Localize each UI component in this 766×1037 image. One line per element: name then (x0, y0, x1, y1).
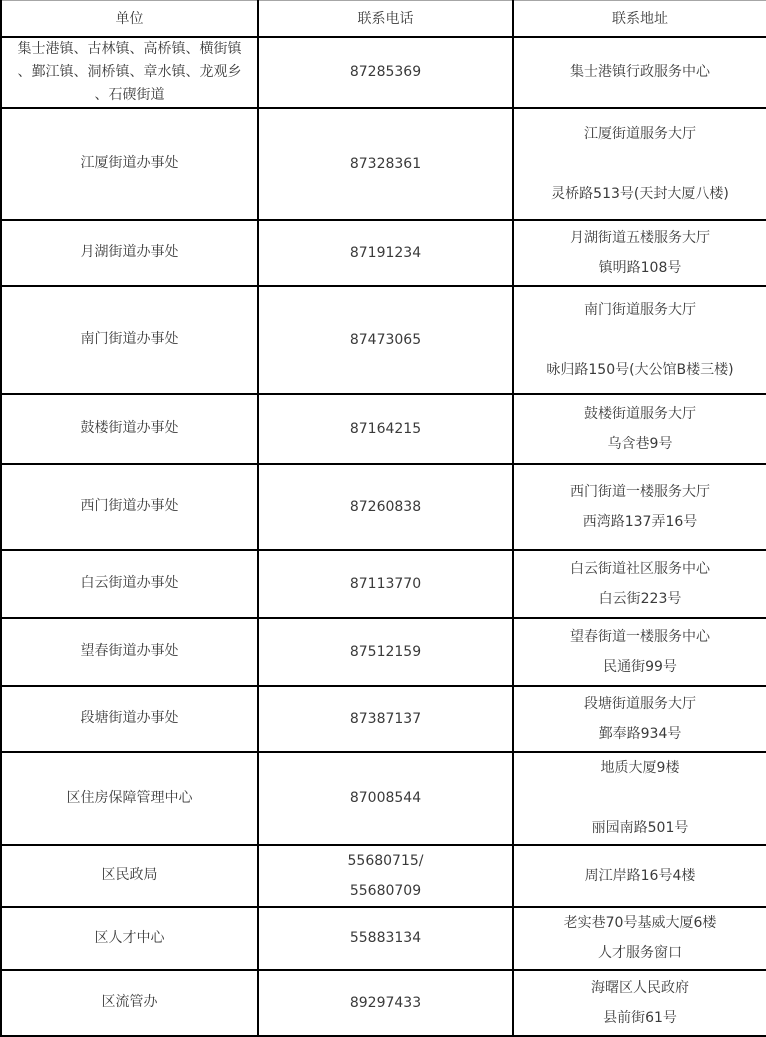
unit-text: 江厦街道办事处 (80, 155, 179, 171)
address-cell (513, 550, 766, 618)
table-row (1, 108, 766, 220)
phone-cell (258, 907, 513, 970)
unit-cell (1, 37, 258, 108)
address-cell (513, 970, 766, 1036)
address-text: 地质大厦9楼 丽园南路501号 (591, 760, 689, 836)
table-row (1, 618, 766, 686)
address-cell (513, 286, 766, 394)
table-row (1, 907, 766, 970)
unit-cell (1, 752, 258, 845)
phone-text: 87113770 (349, 575, 422, 592)
phone-text: 87285369 (349, 64, 422, 80)
unit-text: 白云街道办事处 (80, 575, 179, 591)
phone-text: 87328361 (349, 155, 422, 172)
address-cell (513, 394, 766, 464)
address-cell (513, 845, 766, 907)
unit-text: 段塘街道办事处 (80, 710, 179, 726)
unit-text: 区住房保障管理中心 (66, 789, 193, 806)
unit-text: 西门街道办事处 (80, 498, 179, 514)
table-row (1, 752, 766, 845)
phone-cell (258, 845, 513, 907)
unit-text: 南门街道办事处 (80, 331, 179, 347)
table-row (1, 464, 766, 550)
phone-cell (258, 394, 513, 464)
phone-text: 87512159 (349, 643, 422, 660)
address-text: 望春街道一楼服务中心 民通街99号 (570, 628, 710, 675)
unit-cell (1, 618, 258, 686)
column-header-address: 联系地址 (513, 1, 766, 37)
address-cell (513, 37, 766, 108)
header-row (1, 1, 766, 37)
phone-cell (258, 220, 513, 286)
address-text: 集士港镇行政服务中心 (570, 64, 710, 80)
phone-text: 87191234 (349, 244, 422, 261)
address-cell (513, 752, 766, 845)
unit-text: 望春街道办事处 (80, 643, 179, 659)
address-text: 南门街道服务大厅 咏归路150号(大公馆B楼三楼) (546, 301, 734, 378)
address-text: 江厦街道服务大厅 灵桥路513号(天封大厦八楼) (551, 125, 729, 202)
address-text: 鼓楼街道服务大厅 乌含巷9号 (584, 405, 696, 452)
unit-text: 区民政局 (101, 867, 158, 883)
unit-cell (1, 394, 258, 464)
phone-cell (258, 37, 513, 108)
unit-cell (1, 686, 258, 752)
unit-text: 集士港镇、古林镇、高桥镇、横街镇 、鄞江镇、洞桥镇、章水镇、龙观乡 、石碶街道 (17, 40, 242, 103)
phone-text: 89297433 (349, 994, 422, 1011)
phone-text: 87008544 (349, 790, 422, 806)
address-cell (513, 464, 766, 550)
address-text: 老实巷70号基威大厦6楼 人才服务窗口 (563, 915, 717, 961)
address-cell (513, 686, 766, 752)
phone-text: 55680715/ 55680709 (347, 852, 424, 899)
address-cell (513, 907, 766, 970)
phone-cell (258, 464, 513, 550)
phone-cell (258, 686, 513, 752)
unit-cell (1, 907, 258, 970)
address-text: 西门街道一楼服务大厅 西湾路137弄16号 (570, 483, 710, 530)
unit-cell (1, 108, 258, 220)
column-header-unit: 单位 (1, 1, 258, 37)
table-row (1, 845, 766, 907)
phone-text: 87260838 (349, 498, 422, 515)
phone-text: 87164215 (349, 420, 422, 437)
address-text: 海曙区人民政府 县前街61号 (591, 979, 689, 1026)
unit-cell (1, 464, 258, 550)
unit-cell (1, 970, 258, 1036)
column-header-phone: 联系电话 (258, 1, 513, 37)
table-row (1, 970, 766, 1036)
phone-cell (258, 108, 513, 220)
address-text: 段塘街道服务大厅 鄞奉路934号 (584, 695, 696, 742)
phone-text: 87473065 (349, 331, 422, 348)
table-row (1, 37, 766, 108)
table-row (1, 220, 766, 286)
unit-cell (1, 286, 258, 394)
phone-cell (258, 618, 513, 686)
table-row (1, 550, 766, 618)
address-cell (513, 108, 766, 220)
address-text: 周江岸路16号4楼 (584, 867, 696, 884)
phone-cell (258, 286, 513, 394)
table-row (1, 394, 766, 464)
unit-text: 区人才中心 (94, 929, 165, 946)
address-text: 白云街道社区服务中心 白云街223号 (570, 560, 710, 607)
phone-text: 87387137 (349, 710, 422, 727)
unit-text: 鼓楼街道办事处 (80, 420, 179, 436)
unit-text: 月湖街道办事处 (80, 244, 179, 260)
table-row (1, 286, 766, 394)
address-cell (513, 220, 766, 286)
phone-cell (258, 970, 513, 1036)
unit-cell (1, 220, 258, 286)
phone-text: 55883134 (349, 930, 422, 946)
phone-cell (258, 550, 513, 618)
phone-cell (258, 752, 513, 845)
address-text: 月湖街道五楼服务大厅 镇明路108号 (570, 229, 710, 276)
unit-cell (1, 845, 258, 907)
table-row (1, 686, 766, 752)
unit-text: 区流管办 (101, 994, 158, 1010)
address-cell (513, 618, 766, 686)
unit-cell (1, 550, 258, 618)
